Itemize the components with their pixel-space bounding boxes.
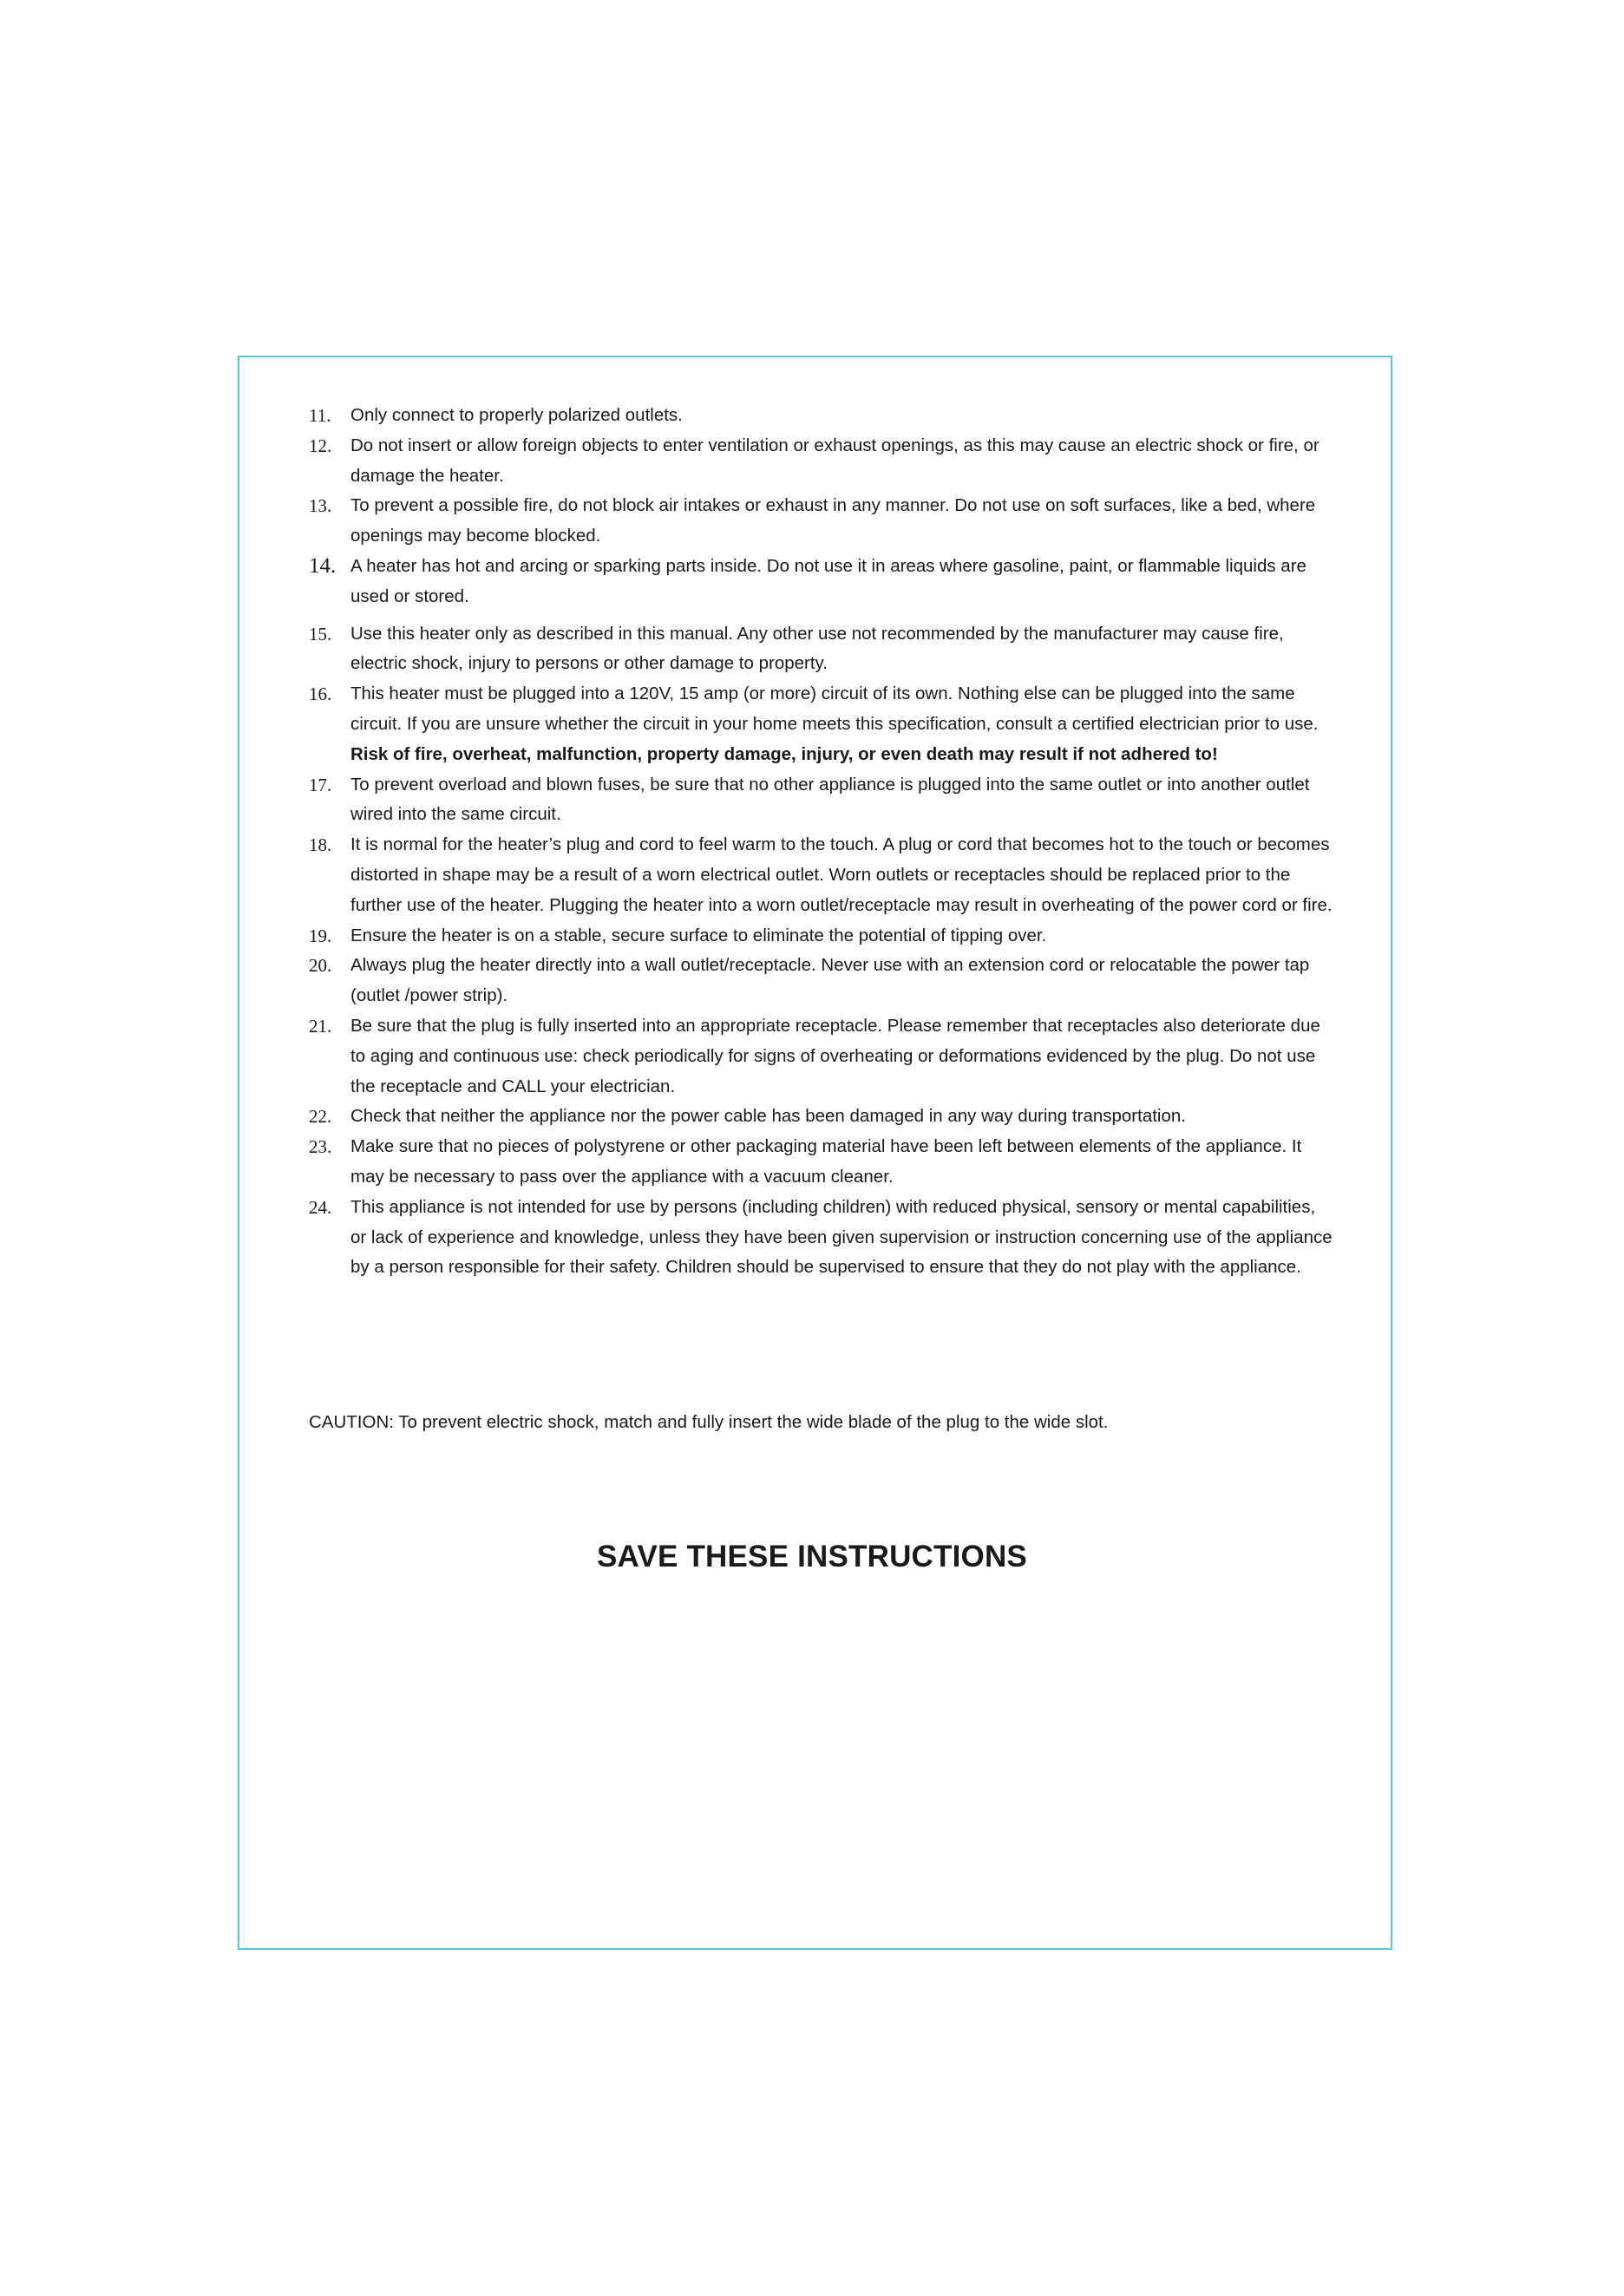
item-number: 14. bbox=[309, 553, 337, 578]
item-number: 12. bbox=[309, 435, 332, 456]
list-item bbox=[309, 770, 1333, 831]
item-number: 21. bbox=[309, 1015, 332, 1037]
item-text: Be sure that the plug is fully inserted into an appropriate receptacle. Please remember that receptacles also deteriorate due to aging and continuous use: check periodically for signs of overheating or deformations evidenced by the plug. Do not use the receptacle and CALL your electrician. bbox=[350, 1015, 1320, 1096]
save-instructions-heading: SAVE THESE INSTRUCTIONS bbox=[597, 1540, 1027, 1573]
safety-instructions-list bbox=[309, 401, 1333, 1283]
item-text: To prevent a possible fire, do not block air intakes or exhaust in any manner. Do not use on soft surfaces, like a bed, where openings may become blocked. bbox=[350, 495, 1316, 546]
item-number: 18. bbox=[309, 834, 332, 856]
item-text: A heater has hot and arcing or sparking parts inside. Do not use it in areas where gasoline, paint, or flammable liquids are used or stored. bbox=[350, 555, 1306, 606]
item-number: 19. bbox=[309, 925, 332, 946]
item-number: 24. bbox=[309, 1196, 332, 1218]
item-number: 11. bbox=[309, 405, 331, 426]
item-text: This appliance is not intended for use by persons (including children) with reduced physical, sensory or mental capabilities, or lack of experience and knowledge, unless they have been given supervision or instruction concerning use of the appliance by a person responsible for their safety. Children should be supervised to ensure that they do not play with the appliance. bbox=[350, 1196, 1333, 1278]
list-item bbox=[309, 1011, 1333, 1102]
list-item bbox=[309, 679, 1333, 769]
item-number: 17. bbox=[309, 774, 332, 795]
list-item bbox=[309, 401, 1333, 431]
caution-note: CAUTION: To prevent electric shock, match and fully insert the wide blade of the plug to the wide slot. bbox=[309, 1412, 1109, 1432]
list-item bbox=[309, 951, 1333, 1011]
item-text: Use this heater only as described in this manual. Any other use not recommended by the manufacturer may cause fire, electric shock, injury to persons or other damage to property. bbox=[350, 623, 1284, 674]
list-item bbox=[309, 1193, 1333, 1283]
item-warning-bold: Risk of fire, overheat, malfunction, property damage, injury, or even death may result if not adhered to! bbox=[350, 743, 1218, 764]
item-text: Always plug the heater directly into a wall outlet/receptacle. Never use with an extension cord or relocatable the power tap (outlet /power strip). bbox=[350, 955, 1310, 1006]
item-number: 16. bbox=[309, 684, 332, 705]
item-number: 15. bbox=[309, 623, 332, 644]
item-text: Do not insert or allow foreign objects to enter ventilation or exhaust openings, as this may cause an electric shock or fire, or damage the heater. bbox=[350, 435, 1320, 486]
item-text: This heater must be plugged into a 120V, 15 amp (or more) circuit of its own. Nothing else can be plugged into the same circuit. If you are unsure whether the circuit in your home meets this specification, consult a certified electrician prior to use. bbox=[350, 684, 1319, 734]
list-item bbox=[309, 830, 1333, 920]
item-number: 22. bbox=[309, 1106, 332, 1128]
list-item bbox=[309, 619, 1333, 680]
list-item bbox=[309, 491, 1333, 552]
list-item bbox=[309, 431, 1333, 492]
item-text: Ensure the heater is on a stable, secure surface to eliminate the potential of tipping over. bbox=[350, 925, 1047, 945]
list-item bbox=[309, 552, 1333, 612]
list-item bbox=[309, 921, 1333, 952]
item-text: Make sure that no pieces of polystyrene or other packaging material have been left between elements of the appliance. It may be necessary to pass over the appliance with a vacuum cleaner. bbox=[350, 1136, 1302, 1187]
item-text: It is normal for the heater’s plug and cord to feel warm to the touch. A plug or cord that becomes hot to the touch or becomes distorted in shape may be a result of a worn electrical outlet. Worn outlets or receptacles should be replaced prior to the further use of the heater. Plugging the heater into a worn outlet/receptacle may result in overheating of the power cord or fire. bbox=[350, 834, 1333, 915]
item-text: Only connect to properly polarized outlets. bbox=[350, 405, 683, 425]
item-text: Check that neither the appliance nor the power cable has been damaged in any way during transportation. bbox=[350, 1106, 1186, 1127]
item-number: 13. bbox=[309, 495, 332, 517]
list-item bbox=[309, 1132, 1333, 1193]
item-number: 20. bbox=[309, 955, 332, 977]
item-number: 23. bbox=[309, 1136, 332, 1158]
item-text: To prevent overload and blown fuses, be sure that no other appliance is plugged into the same outlet or into another outlet wired into the same circuit. bbox=[350, 774, 1310, 825]
list-item bbox=[309, 1102, 1333, 1132]
